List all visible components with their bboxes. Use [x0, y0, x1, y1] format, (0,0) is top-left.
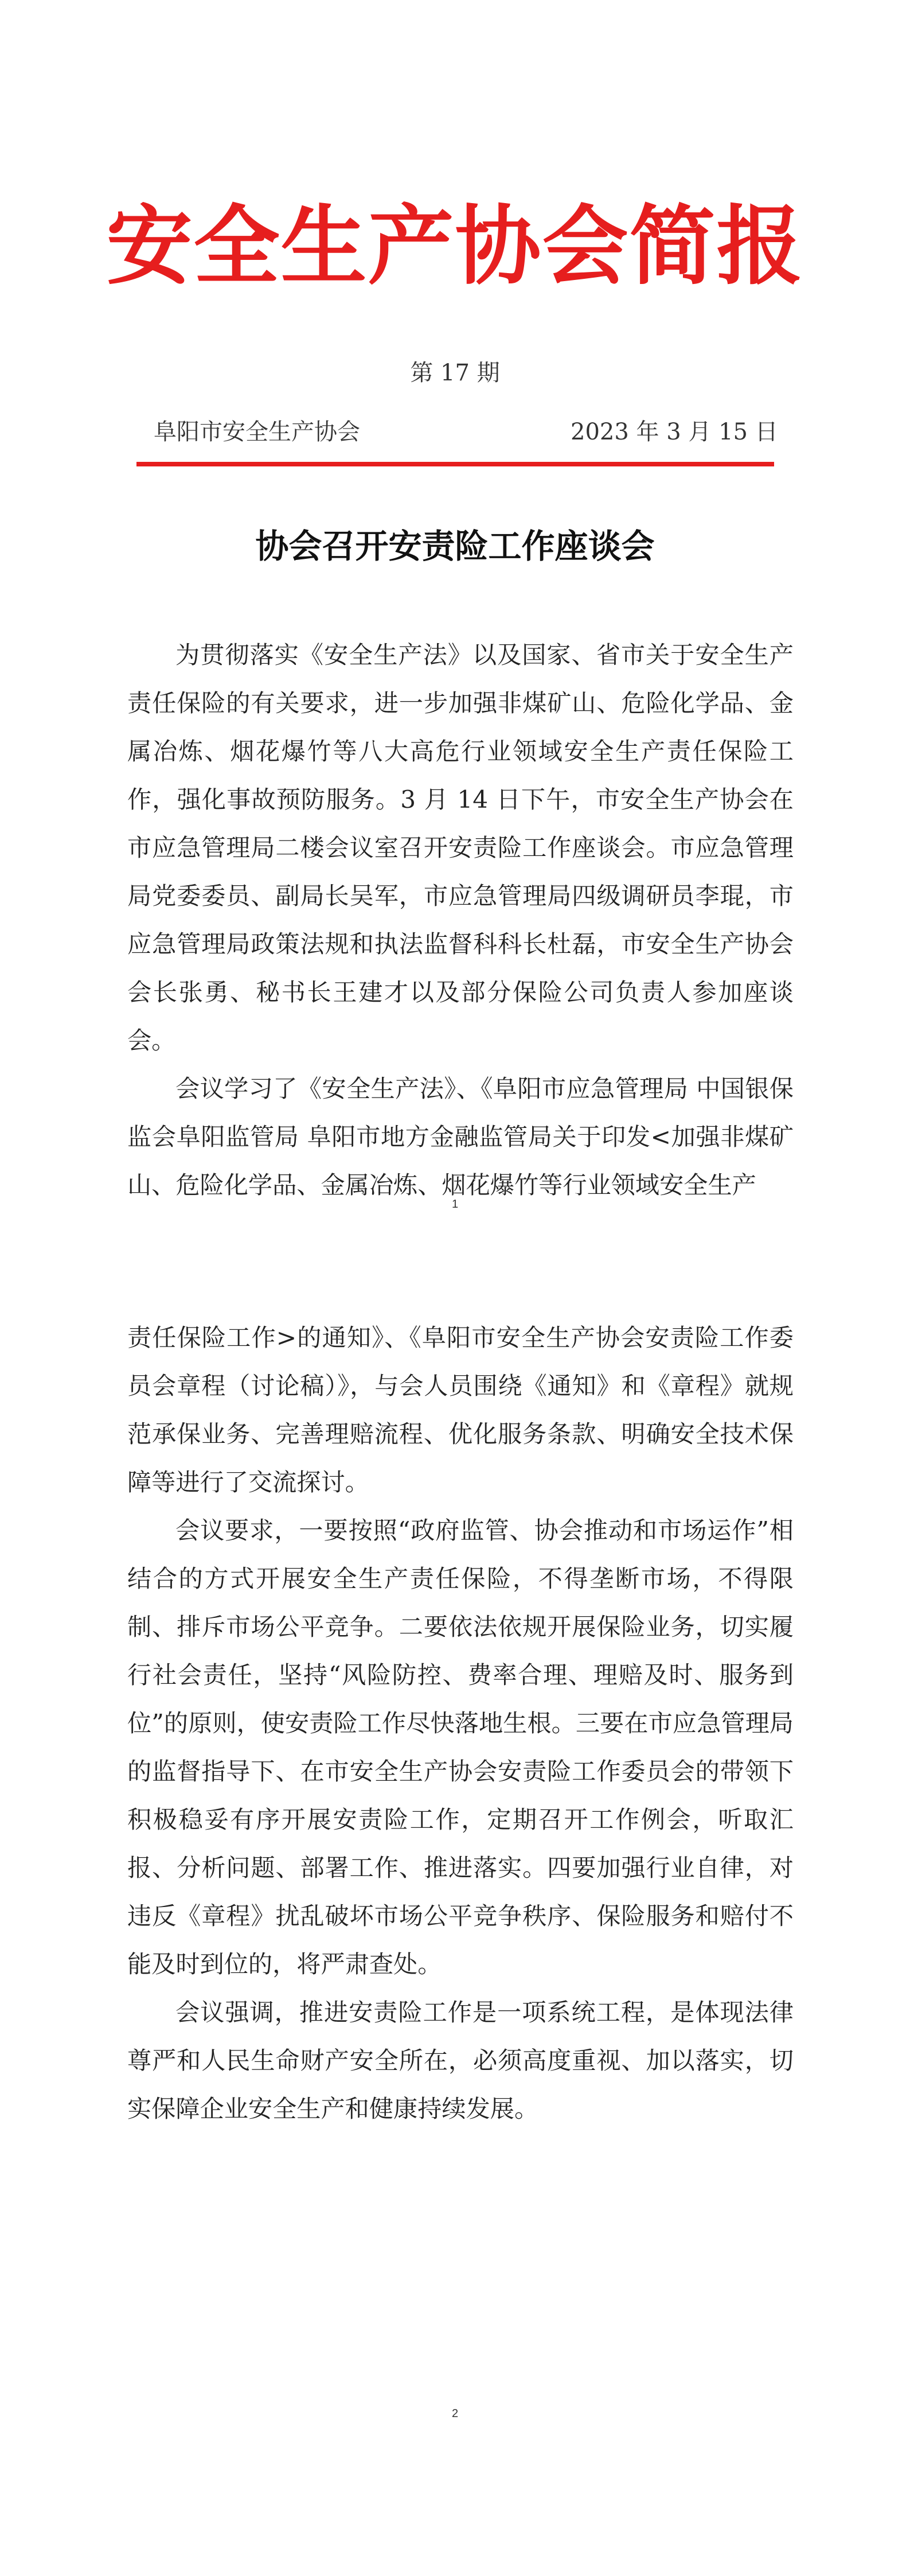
article-body-page2	[127, 1314, 794, 2133]
header-divider	[136, 462, 774, 466]
page-number: 2	[451, 2407, 459, 2420]
paragraph: 会议强调，推进安责险工作是一项系统工程，是体现法律尊严和人民生命财产安全所在，必须高度重视、加以落实，切实保障企业安全生产和健康持续发展。	[127, 1998, 794, 2123]
article-body-page1	[127, 631, 794, 1209]
page-number: 1	[451, 1198, 459, 1211]
issue-number: 第 17 期	[410, 360, 500, 386]
publish-date: 2023 年 3 月 15 日	[571, 419, 778, 445]
bulletin-masthead: 安全生产协会简报	[106, 197, 804, 297]
paragraph: 为贯彻落实《安全生产法》以及国家、省市关于安全生产责任保险的有关要求，进一步加强非煤矿山、危险化学品、金属冶炼、烟花爆竹等八大高危行业领域安全生产责任保险工作，强化事故预防服务。3 月 14 日下午，市安全生产协会在市应急管理局二楼会议室召开安责险工作座谈会。市应急管理局党委委员、副局长吴军，市应急管理局四级调研员李琨，市应急管理局政策法规和执法监督科科长杜磊，市安全生产协会会长张勇、秘书长王建才以及部分保险公司负责人参加座谈会。	[127, 641, 794, 1054]
paragraph: 会议学习了《安全生产法》、《阜阳市应急管理局 中国银保监会阜阳监管局 阜阳市地方金融监管局关于印发<加强非煤矿山、危险化学品、金属冶炼、烟花爆竹等行业领域安全生产	[127, 1075, 794, 1199]
paragraph: 会议要求，一要按照“政府监管、协会推动和市场运作”相结合的方式开展安全生产责任保险，不得垄断市场，不得限制、排斥市场公平竞争。二要依法依规开展保险业务，切实履行社会责任，坚持“风险防控、费率合理、理赔及时、服务到位”的原则，使安责险工作尽快落地生根。三要在市应急管理局的监督指导下、在市安全生产协会安责险工作委员会的带领下积极稳妥有序开展安责险工作，定期召开工作例会，听取汇报、分析问题、部署工作、推进落实。四要加强行业自律，对违反《章程》扰乱破坏市场公平竞争秩序、保险服务和赔付不能及时到位的，将严肃查处。	[127, 1516, 794, 1978]
paragraph-continuation: 责任保险工作>的通知》、《阜阳市安全生产协会安责险工作委员会章程（讨论稿）》，与会人员围绕《通知》和《章程》就规范承保业务、完善理赔流程、优化服务条款、明确安全技术保障等进行了交流探讨。	[127, 1324, 794, 1496]
publisher-name: 阜阳市安全生产协会	[154, 419, 360, 445]
page-2	[0, 1288, 910, 2576]
article-title: 协会召开安责险工作座谈会	[255, 527, 655, 566]
